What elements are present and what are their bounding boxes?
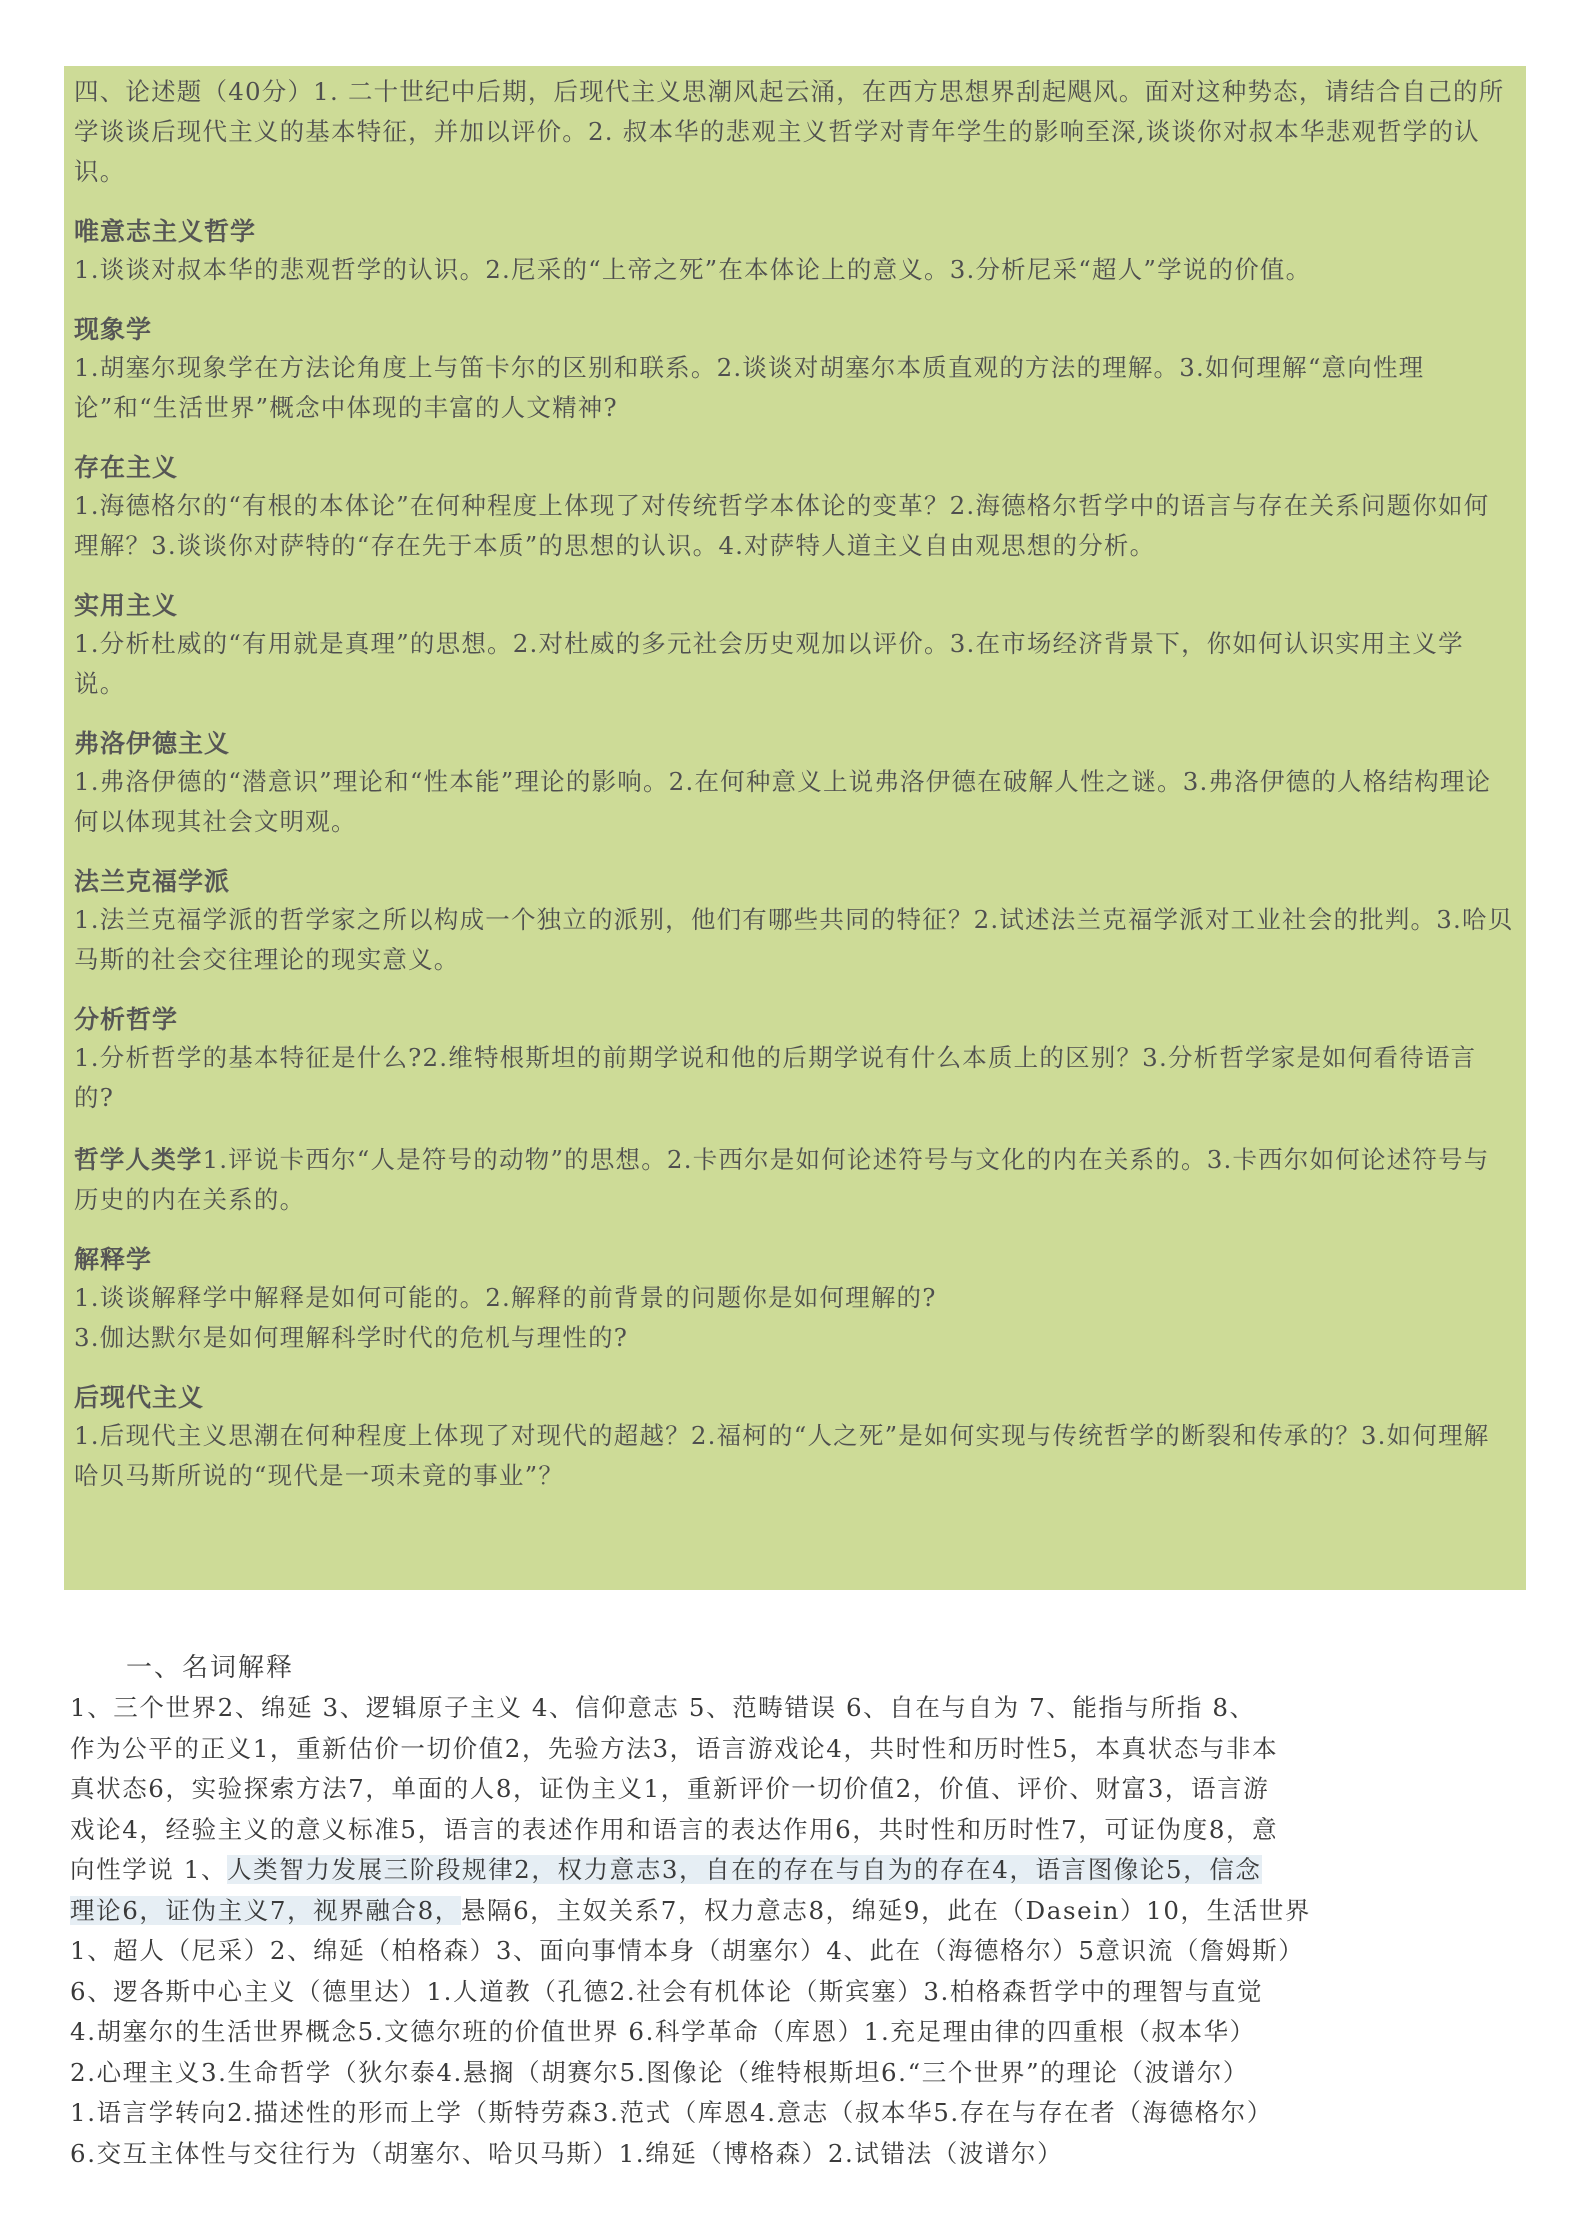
terms-line: 作为公平的正义1，重新估价一切价值2，先验方法3，语言游戏论4，共时性和历时性5，本真状态与非本 — [70, 1733, 1279, 1763]
section-phenomenology — [74, 312, 1514, 428]
section-questions: 1.分析哲学的基本特征是什么?2.维特根斯坦的前期学说和他的后期学说有什么本质上的区别？3.分析哲学家是如何看待语言的? — [74, 1043, 1477, 1112]
terms-line: 1.语言学转向2.描述性的形而上学（斯特劳森3.范式（库恩4.意志（叔本华5.存在与存在者（海德格尔） — [70, 2098, 1273, 2127]
terms-line: 1、超人（尼采）2、绵延（柏格森）3、面向事情本身（胡塞尔）4、此在（海德格尔）5意识流（詹姆斯） — [70, 1936, 1305, 1965]
terms-line: 4.胡塞尔的生活世界概念5.文德尔班的价值世界 6.科学革命（库恩）1.充足理由律的四重根（叔本华） — [70, 2017, 1256, 2046]
terms-line — [70, 1850, 1534, 1891]
section-heading: 现象学 — [74, 315, 153, 344]
section-questions: 1.海德格尔的“有根的本体论”在何种程度上体现了对传统哲学本体论的变革？2.海德格尔哲学中的语言与存在关系问题你如何理解？3.谈谈你对萨特的“存在先于本质”的思想的认识。4.对萨特人道主义自由观思想的分析。 — [74, 491, 1490, 560]
section-existentialism — [74, 450, 1514, 566]
section-questions: 1.分析杜威的“有用就是真理”的思想。2.对杜威的多元社会历史观加以评价。3.在市场经济背景下，你如何认识实用主义学说。 — [74, 629, 1464, 698]
terms-line — [70, 1891, 1534, 1932]
terms-line: 戏论4，经验主义的意义标准5，语言的表述作用和语言的表达作用6，共时性和历时性7，可证伪度8，意 — [70, 1814, 1279, 1844]
section-heading: 哲学人类学 — [74, 1145, 203, 1174]
section-pragmatism — [74, 588, 1514, 704]
section-heading: 存在主义 — [74, 453, 179, 482]
section-questions: 1.后现代主义思潮在何种程度上体现了对现代的超越？2.福柯的“人之死”是如何实现与传统哲学的断裂和传承的？3.如何理解哈贝马斯所说的“现代是一项未竟的事业”？ — [74, 1421, 1490, 1490]
section-questions: 1.谈谈对叔本华的悲观哲学的认识。2.尼采的“上帝之死”在本体论上的意义。3.分析尼采“超人”学说的价值。 — [74, 255, 1312, 284]
terms-line: 1、三个世界2、绵延 3、逻辑原子主义 4、信仰意志 5、范畴错误 6、自在与自为 7、能指与所指 8、 — [70, 1693, 1256, 1722]
section-heading: 解释学 — [74, 1245, 153, 1274]
section-heading: 分析哲学 — [74, 1005, 179, 1034]
section-voluntarism — [74, 214, 1514, 290]
section-freudianism — [74, 726, 1514, 842]
section-heading: 弗洛伊德主义 — [74, 729, 231, 758]
section-heading: 实用主义 — [74, 591, 179, 620]
terms-line: 2.心理主义3.生命哲学（狄尔泰4.悬搁（胡赛尔5.图像论（维特根斯坦6.“三个世界”的理论（波谱尔） — [70, 2057, 1250, 2087]
section-questions — [74, 1140, 1514, 1220]
section-questions-line: 3.伽达默尔是如何理解科学时代的危机与理性的? — [74, 1323, 629, 1352]
section-philosophical-anthropology — [74, 1140, 1514, 1220]
section-heading: 法兰克福学派 — [74, 867, 231, 896]
section-heading: 后现代主义 — [74, 1383, 205, 1412]
section-questions: 1.胡塞尔现象学在方法论角度上与笛卡尔的区别和联系。2.谈谈对胡塞尔本质直观的方法的理解。3.如何理解“意向性理论”和“生活世界”概念中体现的丰富的人文精神? — [74, 353, 1425, 422]
section-analytic-philosophy — [74, 1002, 1514, 1118]
highlighted-text: 人类智力发展三阶段规律2，权力意志3，自在的存在与自为的存在4，语言图像论5，信念 — [227, 1855, 1262, 1884]
terms-line: 真状态6，实验探索方法7，单面的人8，证伪主义1，重新评价一切价值2，价值、评价、财富3，语言游 — [70, 1774, 1270, 1803]
section-questions-line: 1.谈谈解释学中解释是如何可能的。2.解释的前背景的问题你是如何理解的? — [74, 1283, 937, 1312]
section-frankfurt-school — [74, 864, 1514, 980]
term-definitions-block — [70, 1648, 1534, 2174]
terms-title: 一、名词解释 — [126, 1653, 295, 1683]
terms-text: 向性学说 1、 — [70, 1855, 228, 1884]
terms-line: 6、逻各斯中心主义（德里达）1.人道教（孔德2.社会有机体论（斯宾塞）3.柏格森哲学中的理智与直觉 — [70, 1976, 1264, 2006]
section-questions-text: 1.评说卡西尔“人是符号的动物”的思想。2.卡西尔是如何论述符号与文化的内在关系的。3.卡西尔如何论述符号与历史的内在关系的。 — [74, 1145, 1490, 1214]
essay-intro: 四、论述题（40分）1. 二十世纪中后期，后现代主义思潮风起云涌，在西方思想界刮起飓风。面对这种势态，请结合自己的所学谈谈后现代主义的基本特征，并加以评价。2. 叔本华的悲观主义哲学对青年学生的影响至深,谈谈你对叔本华悲观哲学的认识。 — [74, 77, 1505, 186]
section-questions: 1.弗洛伊德的“潜意识”理论和“性本能”理论的影响。2.在何种意义上说弗洛伊德在破解人性之谜。3.弗洛伊德的人格结构理论何以体现其社会文明观。 — [74, 767, 1492, 836]
terms-line: 6.交互主体性与交往行为（胡塞尔、哈贝马斯）1.绵延（博格森）2.试错法（波谱尔） — [70, 2138, 1064, 2168]
essay-questions-block — [64, 66, 1526, 1590]
section-heading: 唯意志主义哲学 — [74, 217, 257, 246]
section-hermeneutics — [74, 1242, 1514, 1358]
section-questions: 1.法兰克福学派的哲学家之所以构成一个独立的派别，他们有哪些共同的特征？2.试述法兰克福学派对工业社会的批判。3.哈贝马斯的社会交往理论的现实意义。 — [74, 905, 1514, 974]
terms-text: 悬隔6，主奴关系7，权力意志8，绵延9，此在（Dasein）10，生活世界 — [460, 1895, 1312, 1925]
highlighted-text: 理论6，证伪主义7，视界融合8， — [70, 1895, 461, 1925]
section-postmodernism — [74, 1380, 1514, 1496]
